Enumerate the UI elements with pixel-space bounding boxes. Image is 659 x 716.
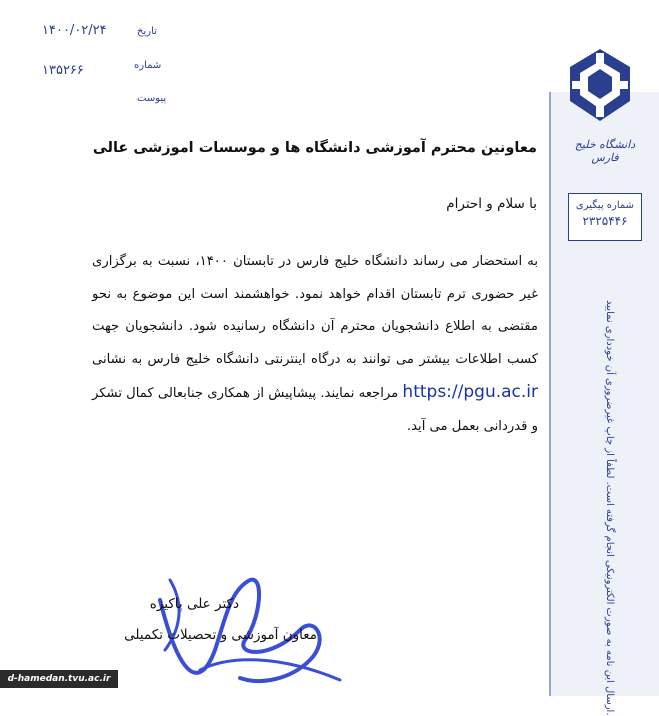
body-text-after-url: مراجعه نمایند. پیشاپیش از همکاری جنابعالی کمال تشکر و قدردانی بعمل می آید. bbox=[92, 386, 538, 434]
footer-badge[interactable]: d-hamedan.tvu.ac.ir bbox=[0, 670, 118, 688]
attachment-label: پیوست bbox=[137, 93, 167, 104]
date-label: تاریخ bbox=[137, 26, 157, 37]
tracking-value: ۲۳۲۵۴۴۶ bbox=[582, 214, 628, 228]
tracking-label: شماره پیگیری bbox=[575, 200, 635, 211]
vertical-note: ارسال این نامه به صورت الکترونیکی انجام گرفته است. لطفاً از چاپ غیرضروری آن خودداری نمایید. bbox=[604, 300, 615, 716]
university-url-link[interactable]: https://pgu.ac.ir bbox=[402, 382, 538, 402]
recipient-line: معاونین محترم آموزشی دانشگاه ها و موسسات اموزشی عالی bbox=[92, 140, 537, 156]
tracking-box bbox=[568, 193, 642, 241]
signatory-name: دکتر علی پاکیزه bbox=[149, 596, 239, 612]
date-value: ۱۴۰۰/۰۲/۲۴ bbox=[42, 23, 107, 38]
university-logo-icon bbox=[560, 45, 640, 125]
signatory-title: معاون آموزشی و تحصیلات تکمیلی bbox=[124, 627, 317, 643]
university-name: دانشگاه خلیج فارس bbox=[574, 138, 636, 164]
letter-body bbox=[92, 246, 538, 443]
body-text-before-url: به استحضار می رساند دانشگاه خلیج فارس در تابستان ۱۴۰۰، نسبت به برگزاری غیر حضوری ترم تابستان اقدام خواهد نمود. خواهشمند است این موضوع به نحو مقتضی به اطلاع دانشجویان محترم آن دانشگاه رسانیده شود. دانشجویان جهت کسب اطلاعات بیشتر می توانند به درگاه اینترنتی دانشگاه خلیج فارس به نشانی bbox=[92, 254, 538, 367]
number-value: ۱۳۵۲۶۶ bbox=[42, 63, 84, 78]
greeting: با سلام و احترام bbox=[446, 196, 537, 212]
number-label: شماره bbox=[134, 60, 162, 71]
